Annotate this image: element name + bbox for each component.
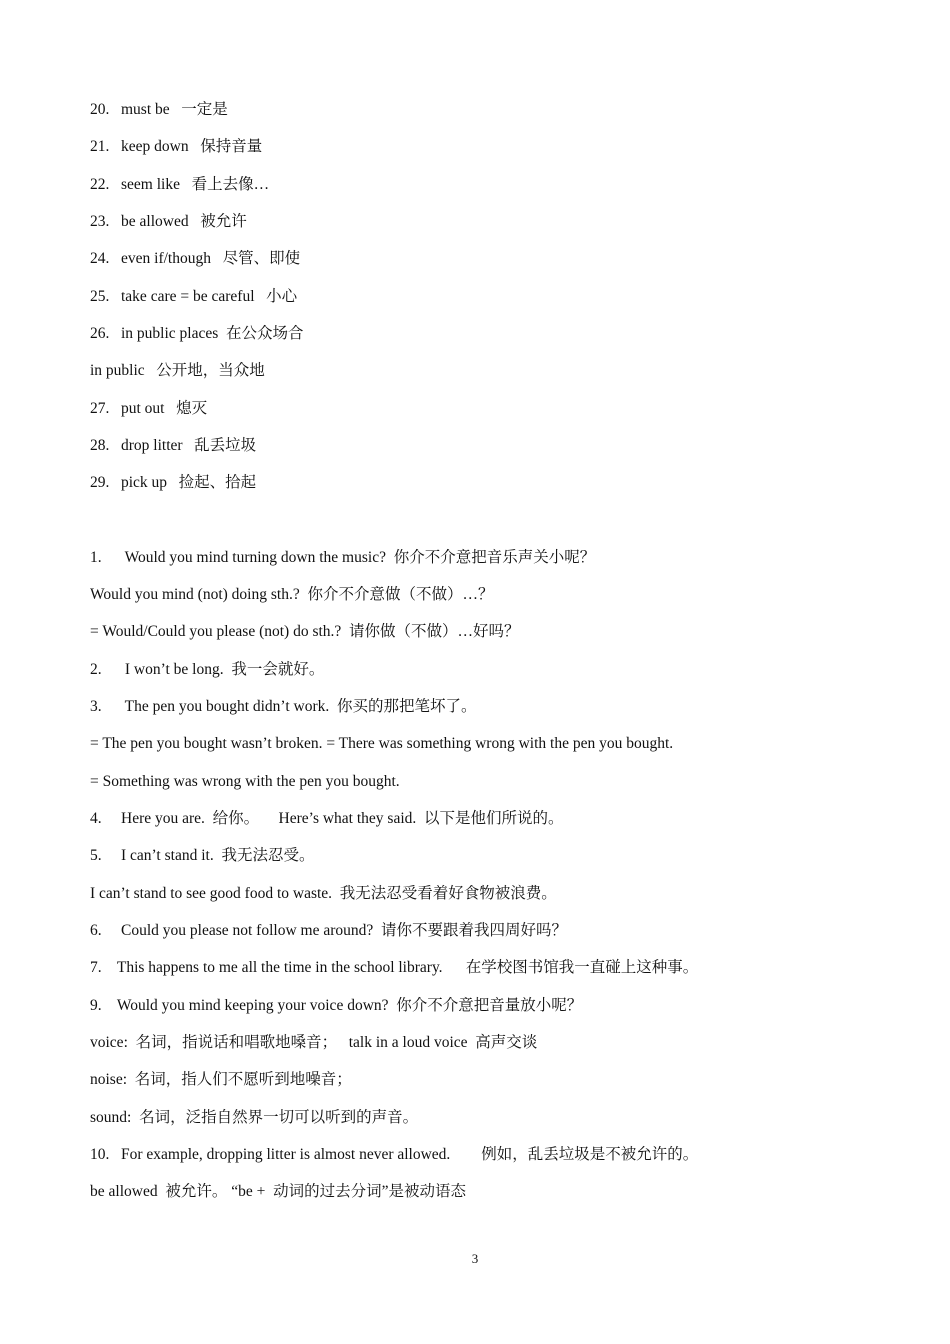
vocab-line: 27. put out 熄灭 xyxy=(90,400,208,417)
sentence-line: sound: 名词，泛指自然界一切可以听到的声音。 xyxy=(90,1109,419,1126)
vocab-line: 21. keep down 保持音量 xyxy=(90,138,263,155)
sentence-line: = Something was wrong with the pen you bought. xyxy=(90,773,400,790)
vocab-line: in public 公开地，当众地 xyxy=(90,362,265,379)
vocab-line: 22. seem like 看上去像… xyxy=(90,176,270,193)
sentence-line: I can’t stand to see good food to waste. 我无法忍受看着好食物被浪费。 xyxy=(90,885,557,902)
vocab-line: 29. pick up 捡起、拾起 xyxy=(90,474,257,491)
sentence-line: 6. Could you please not follow me around? 请你不要跟着我四周好吗？ xyxy=(90,922,568,939)
vocab-line: 20. must be 一定是 xyxy=(90,101,228,118)
sentence-line: = The pen you bought wasn’t broken. = There was something wrong with the pen you bought. xyxy=(90,735,674,752)
vocab-line: 28. drop litter 乱丢垃圾 xyxy=(90,437,257,454)
vocab-line: 24. even if/though 尽管、即使 xyxy=(90,250,301,267)
sentence-line: Would you mind (not) doing sth.? 你介不介意做（不做）…？ xyxy=(90,586,494,603)
sentence-line: 2. I won’t be long. 我一会就好。 xyxy=(90,661,325,678)
sentence-line: 1. Would you mind turning down the music? 你介不介意把音乐声关小呢？ xyxy=(90,549,596,566)
sentence-line: 5. I can’t stand it. 我无法忍受。 xyxy=(90,847,315,864)
sentence-line: noise: 名词，指人们不愿听到地噪音； xyxy=(90,1071,352,1088)
page-number: 3 xyxy=(471,1251,479,1266)
sentence-line: be allowed 被允许。 “be + 动词的过去分词”是被动语态 xyxy=(90,1183,466,1200)
sentence-line: voice: 名词，指说话和唱歌地嗓音； talk in a loud voice 高声交谈 xyxy=(90,1034,538,1051)
sentence-line: 10. For example, dropping litter is almost never allowed. 例如，乱丢垃圾是不被允许的。 xyxy=(90,1146,699,1163)
sentence-line: 7. This happens to me all the time in the school library. 在学校图书馆我一直碰上这种事。 xyxy=(90,959,699,976)
sentence-line: = Would/Could you please (not) do sth.? 请你做（不做）…好吗？ xyxy=(90,623,520,640)
sentence-line: 9. Would you mind keeping your voice down? 你介不介意把音量放小呢？ xyxy=(90,997,583,1014)
vocab-line: 25. take care = be careful 小心 xyxy=(90,288,298,305)
sentence-line: 3. The pen you bought didn’t work. 你买的那把笔坏了。 xyxy=(90,698,477,715)
vocab-line: 26. in public places 在公众场合 xyxy=(90,325,304,342)
sentence-line: 4. Here you are. 给你。 Here’s what they said. 以下是他们所说的。 xyxy=(90,810,564,827)
vocab-line: 23. be allowed 被允许 xyxy=(90,213,247,230)
